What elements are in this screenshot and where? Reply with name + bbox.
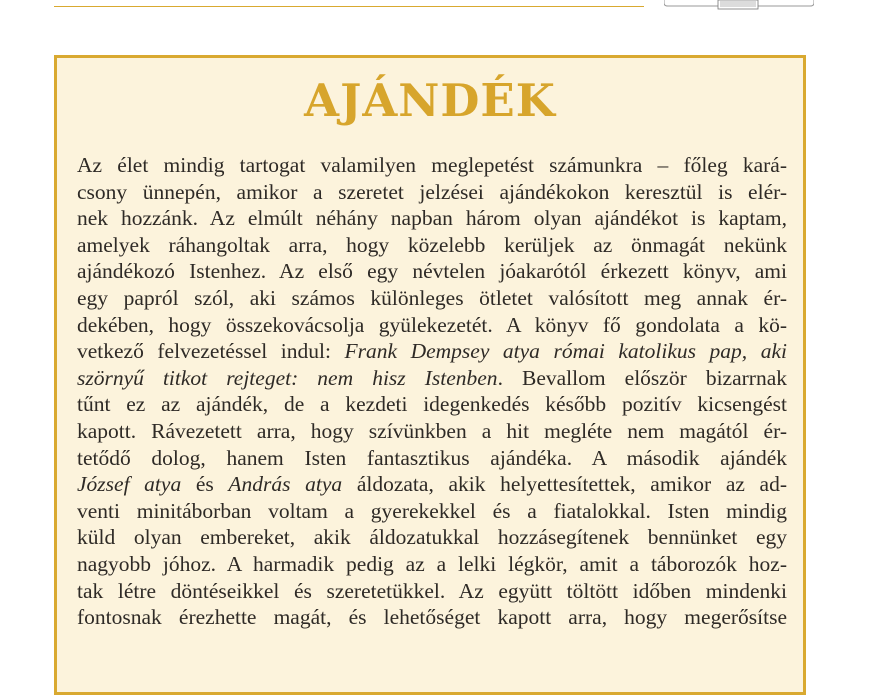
header-rule	[54, 6, 644, 7]
text-line: József atya és András atya áldozata, akik helyettesítettek, amikor az ad-	[77, 472, 787, 497]
text-line: dekében, hogy összekovácsolja gyülekezetét. A könyv fő gondolata a kö-	[77, 312, 787, 337]
italic-quote: Frank Dempsey atya római katolikus pap, aki	[344, 339, 787, 364]
header-ornament-icon	[664, 0, 814, 10]
text-line: küld olyan embereket, akik áldozatukkal hozzásegítenek bennünket egy	[77, 525, 787, 550]
text-line: amelyek ráhangoltak arra, hogy közelebb kerüljek az önmagát nekünk	[77, 232, 787, 257]
article-body	[77, 152, 787, 631]
text-line: szörnyű titkot rejteget: nem hisz Istenben. Bevallom először bizarrnak	[77, 365, 787, 390]
article-title: AJÁNDÉK	[304, 74, 556, 127]
text-line: Az élet mindig tartogat valamilyen meglepetést számunkra – főleg kará-	[77, 153, 787, 177]
text-line: tűnt ez az ajándék, de a kezdeti idegenkedés később pozitív kicsengést	[77, 392, 787, 417]
text-line: csony ünnepén, amikor a szeretet jelzései ajándékokon keresztül is elér-	[77, 179, 787, 204]
text-line: vetkező felvezetéssel indul: Frank Dempsey atya római katolikus pap, aki	[77, 339, 787, 364]
italic-quote: szörnyű titkot rejteget: nem hisz Istenben	[77, 365, 498, 390]
italic-name: József atya	[77, 472, 182, 497]
article-box	[54, 55, 806, 695]
text-line: tetődő dolog, hanem Isten fantasztikus ajándéka. A második ajándék	[77, 445, 787, 470]
text-line: egy papról szól, aki számos különleges ötletet valósított meg annak ér-	[77, 285, 787, 310]
text-line: venti minitáborban voltam a gyerekekkel és a fiatalokkal. Isten mindig	[77, 498, 787, 523]
text-line: nek hozzánk. Az elmúlt néhány napban három olyan ajándékot is kaptam,	[77, 206, 787, 231]
text-line: kapott. Rávezetett arra, hogy szívünkben a hit megléte nem magától ér-	[77, 418, 787, 443]
text-line: tak létre döntéseikkel és szeretetükkel. Az együtt töltött időben mindenki	[77, 578, 787, 603]
text-line: ajándékozó Istenhez. Az első egy névtelen jóakarótól érkezett könyv, ami	[77, 259, 787, 284]
italic-name: András atya	[228, 472, 343, 497]
text-line: fontosnak érezhette magát, és lehetőséget kapott arra, hogy megerősítse	[77, 605, 787, 630]
text-line: nagyobb jóhoz. A harmadik pedig az a lelki légkör, amit a táborozók hoz-	[77, 551, 787, 576]
